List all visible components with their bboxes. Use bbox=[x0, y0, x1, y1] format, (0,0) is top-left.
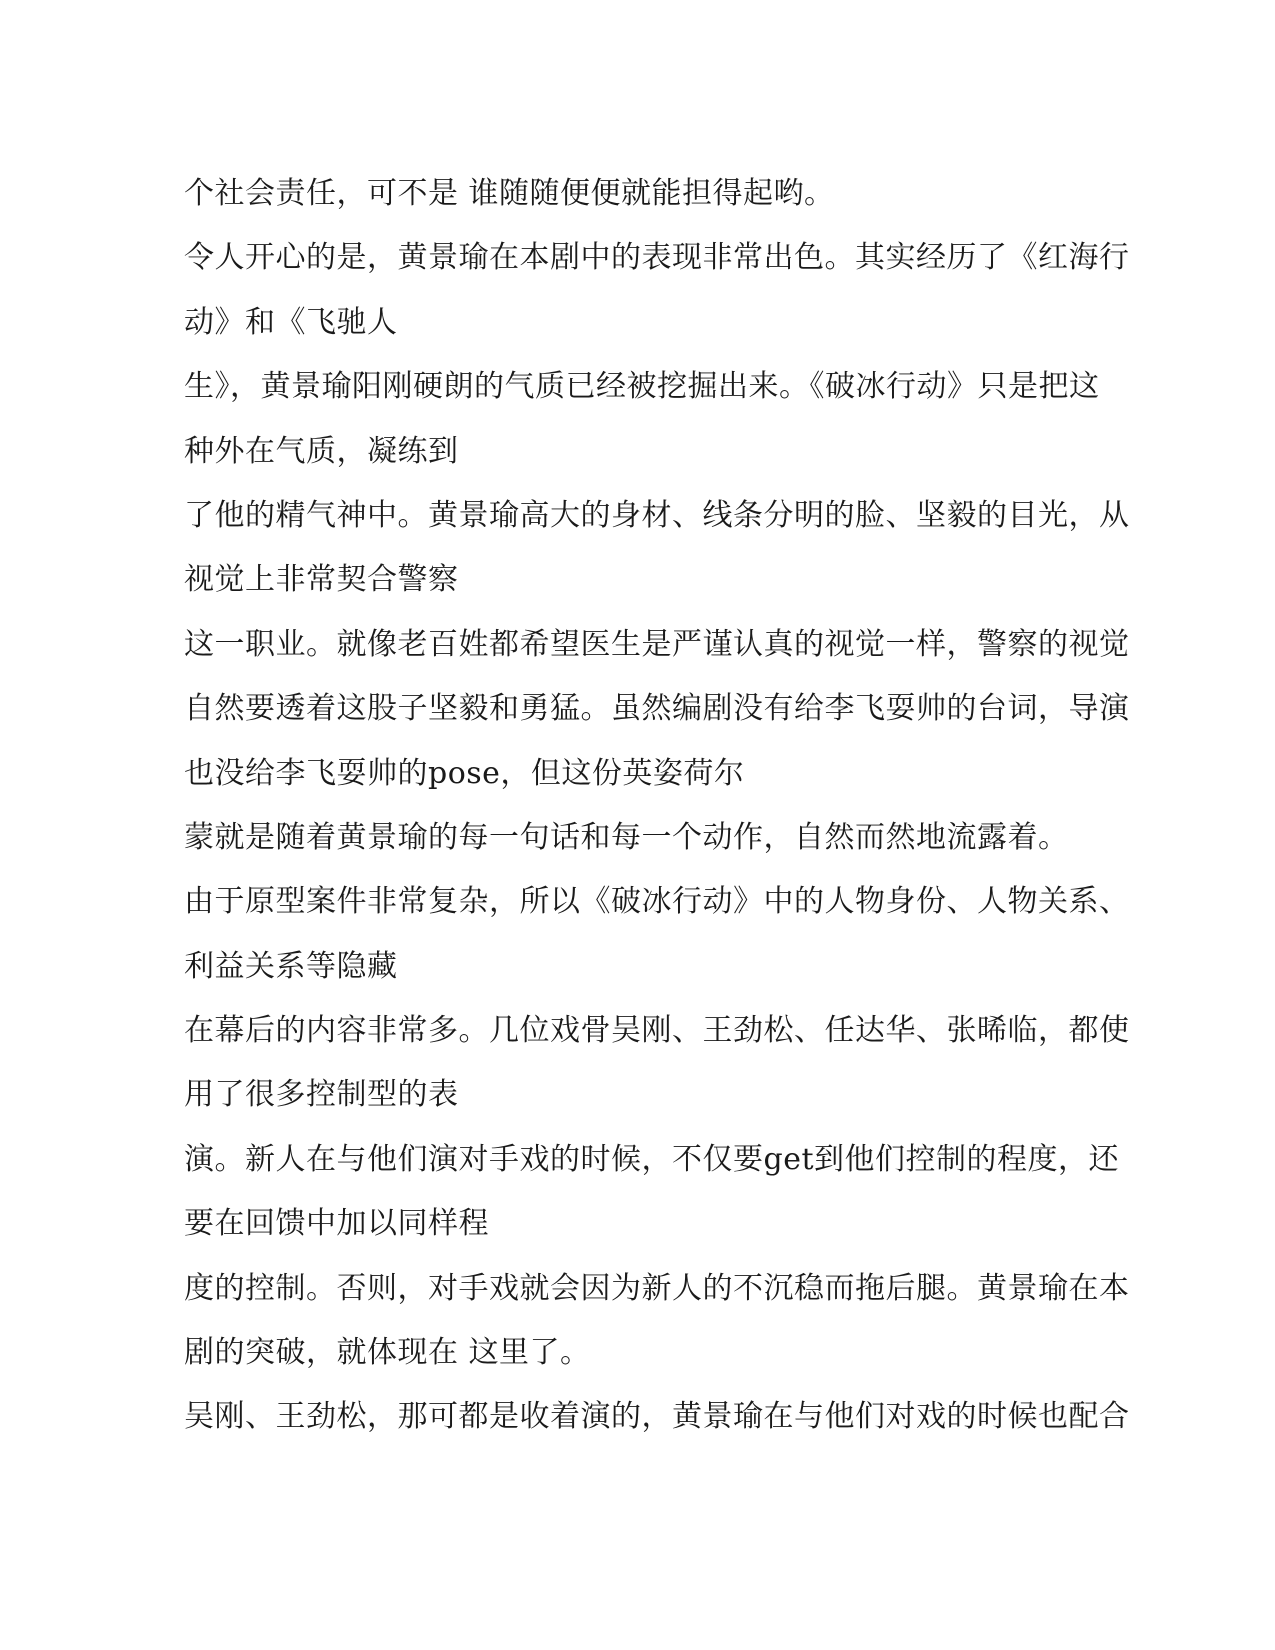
text-line: 这一职业。就像老百姓都希望医生是严谨认真的视觉一样，警察的视觉 bbox=[184, 626, 1130, 662]
text-line: 吴刚、王劲松，那可都是收着演的，黄景瑜在与他们对戏的时候也配合 bbox=[184, 1399, 1130, 1435]
text-line: 也没给李飞耍帅的pose，但这份英姿荷尔 bbox=[184, 755, 745, 791]
text-line: 了他的精气神中。黄景瑜高大的身材、线条分明的脸、坚毅的目光，从 bbox=[184, 497, 1130, 533]
text-line: 视觉上非常契合警察 bbox=[184, 562, 459, 598]
text-line: 在幕后的内容非常多。几位戏骨吴刚、王劲松、任达华、张晞临，都使 bbox=[184, 1013, 1130, 1049]
body-text bbox=[184, 162, 1130, 1450]
text-line: 个社会责任，可不是 谁随随便便就能担得起哟。 bbox=[184, 176, 835, 211]
text-line: 种外在气质，凝练到 bbox=[184, 433, 459, 469]
text-line: 令人开心的是，黄景瑜在本剧中的表现非常出色。其实经历了《红海行 bbox=[184, 240, 1130, 276]
text-line: 由于原型案件非常复杂，所以《破冰行动》中的人物身份、人物关系、 bbox=[184, 884, 1130, 920]
text-line: 利益关系等隐藏 bbox=[184, 948, 398, 984]
text-line: 用了很多控制型的表 bbox=[184, 1077, 459, 1113]
text-line: 要在回馈中加以同样程 bbox=[184, 1206, 489, 1242]
text-line: 自然要透着这股子坚毅和勇猛。虽然编剧没有给李飞耍帅的台词，导演 bbox=[184, 691, 1130, 727]
text-line: 度的控制。否则，对手戏就会因为新人的不沉稳而拖后腿。黄景瑜在本 bbox=[184, 1270, 1130, 1306]
text-line: 生》，黄景瑜阳刚硬朗的气质已经被挖掘出来。《破冰行动》只是把这 bbox=[184, 369, 1100, 405]
text-line: 蒙就是随着黄景瑜的每一句话和每一个动作，自然而然地流露着。 bbox=[184, 819, 1069, 855]
text-line: 动》和《飞驰人 bbox=[184, 304, 398, 340]
text-line: 演。新人在与他们演对手戏的时候，不仅要get到他们控制的程度，还 bbox=[184, 1141, 1120, 1177]
text-line: 剧的突破，就体现在 这里了。 bbox=[184, 1335, 591, 1371]
